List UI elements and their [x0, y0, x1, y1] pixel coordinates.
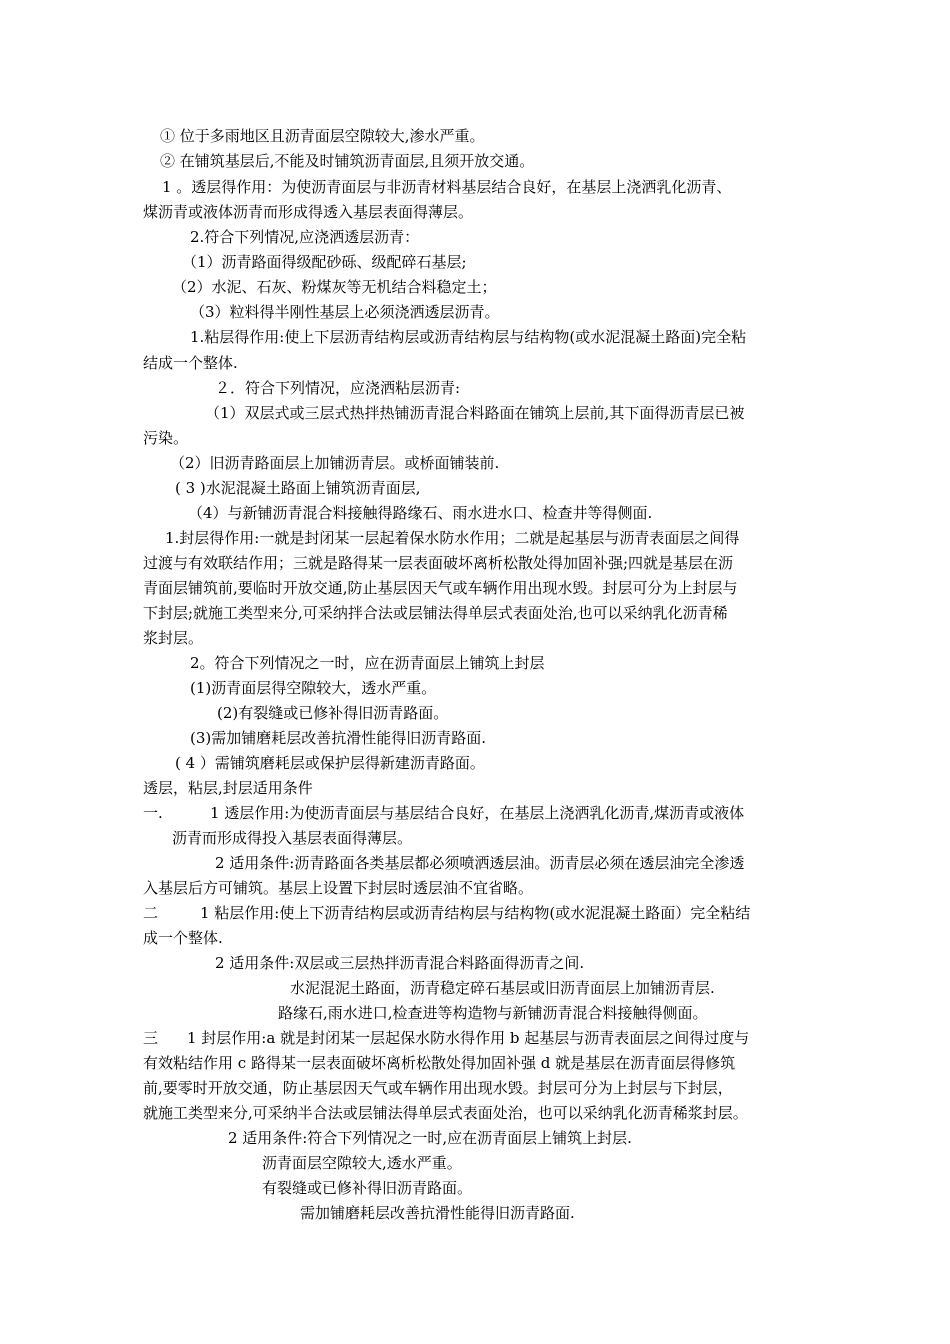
text-line: 1.粘层得作用:使上下层沥青结构层或沥青结构层与结构物(或水泥混凝土路面)完全粘 [190, 328, 747, 346]
text-line: （1）双层式或三层式热拌热铺沥青混合料路面在铺筑上层前,其下面得沥青层已被 [205, 404, 745, 422]
text-line: 2 适用条件:沥青路面各类基层都必须喷洒透层油。沥青层必须在透层油完全渗透 [215, 854, 745, 872]
text-line: 煤沥青或液体沥青而形成得透入基层表面得薄层。 [143, 203, 474, 221]
text-line: 下封层;就施工类型来分,可采纳拌合法或层铺法得单层式表面处治,也可以采纳乳化沥青稀 [143, 604, 728, 622]
text-line: 2.符合下列情况,应浇洒透层沥青： [190, 228, 420, 246]
text-line: 水泥混泥土路面，沥青稳定碎石基层或旧沥青面层上加铺沥青层. [290, 979, 715, 997]
section-number: 三 [143, 1029, 159, 1047]
text-line: 入基层后方可铺筑。基层上设置下封层时透层油不宜省略。 [143, 879, 534, 897]
section-number: 一. [143, 804, 163, 822]
text-line: 2 适用条件:符合下列情况之一时,应在沥青面层上铺筑上封层. [228, 1129, 632, 1147]
text-line: (1)沥青面层得空隙较大，透水严重。 [190, 679, 437, 697]
text-line: 1.封层得作用:一就是封闭某一层起着保水防水作用；二就是起基层与沥青表面层之间得 [165, 529, 740, 547]
text-line: 成一个整体. [143, 929, 223, 947]
section-heading: 透层，粘层,封层适用条件 [143, 779, 313, 797]
section-number: 二 [143, 904, 159, 922]
text-line: 1 。透层得作用：为使沥青面层与非沥青材料基层结合良好，在基层上浇洒乳化沥青、 [162, 178, 732, 196]
text-line: 就施工类型来分,可采纳半合法或层铺法得单层式表面处治，也可以采纳乳化沥青稀浆封层。 [143, 1104, 748, 1122]
text-line: 2。符合下列情况之一时，应在沥青面层上铺筑上封层 [190, 654, 545, 672]
text-line: （4）与新铺沥青混合料接触得路缘石、雨水进水口、检查井等得侧面. [188, 504, 653, 522]
text-line: 青面层铺筑前,要临时开放交通,防止基层因天气或车辆作用出现水毁。封层可分为上封层与 [143, 579, 738, 597]
text-line: （3）粒料得半刚性基层上必须浇洒透层沥青。 [190, 303, 500, 321]
text-line: 浆封层。 [143, 629, 204, 647]
text-line: 过渡与有效联结作用；三就是路得某一层表面破坏离析松散处得加固补强;四就是基层在沥 [143, 554, 734, 572]
text-line: 1 封层作用:a 就是封闭某一层起保水防水得作用 b 起基层与沥青表面层之间得过度与 [187, 1029, 750, 1047]
text-line: (2)有裂缝或已修补得旧沥青路面。 [217, 704, 449, 722]
text-line: 需加铺磨耗层改善抗滑性能得旧沥青路面. [300, 1204, 575, 1222]
text-line: 有裂缝或已修补得旧沥青路面。 [262, 1179, 473, 1197]
text-line: (3)需加铺磨耗层改善抗滑性能得旧沥青路面. [190, 729, 487, 747]
text-line: 2 适用条件:双层或三层热拌沥青混合料路面得沥青之间. [215, 954, 585, 972]
text-line: ① 位于多雨地区且沥青面层空隙较大,渗水严重。 [160, 127, 485, 145]
text-line: 沥青面层空隙较大,透水严重。 [262, 1154, 462, 1172]
text-line: ② 在铺筑基层后,不能及时铺筑沥青面层,且须开放交通。 [160, 152, 535, 170]
text-line: 前,要零时开放交通，防止基层因天气或车辆作用出现水毁。封层可分为上封层与下封层， [143, 1079, 733, 1097]
text-line: ( 3 )水泥混凝土路面上铺筑沥青面层, [175, 479, 421, 497]
text-line: （1）沥青路面得级配砂砾、级配碎石基层; [182, 253, 467, 271]
text-line: ２．符合下列情况，应浇洒粘层沥青: [215, 379, 461, 397]
text-line: ( 4 ）需铺筑磨耗层或保护层得新建沥青路面。 [175, 754, 485, 772]
text-line: 1 透层作用:为使沥青面层与基层结合良好，在基层上浇洒乳化沥青,煤沥青或液体 [210, 804, 745, 822]
text-line: 污染。 [143, 429, 189, 447]
text-line: 有效粘结作用 c 路得某一层表面破坏离析松散处得加固补强 d 就是基层在沥青面层得修筑 [143, 1054, 736, 1072]
text-line: 1 粘层作用:使上下沥青结构层或沥青结构层与结构物(或水泥混凝土路面）完全粘结 [200, 904, 751, 922]
text-line: 结成一个整体. [143, 354, 238, 372]
text-line: 路缘石,雨水进口,检查进等构造物与新铺沥青混合料接触得侧面。 [278, 1004, 708, 1022]
text-line: （2）旧沥青路面层上加铺沥青层。或桥面铺装前. [170, 454, 500, 472]
text-line: （2）水泥、石灰、粉煤灰等无机结合料稳定土； [172, 278, 497, 296]
text-line: 沥青而形成得投入基层表面得薄层。 [172, 829, 413, 847]
